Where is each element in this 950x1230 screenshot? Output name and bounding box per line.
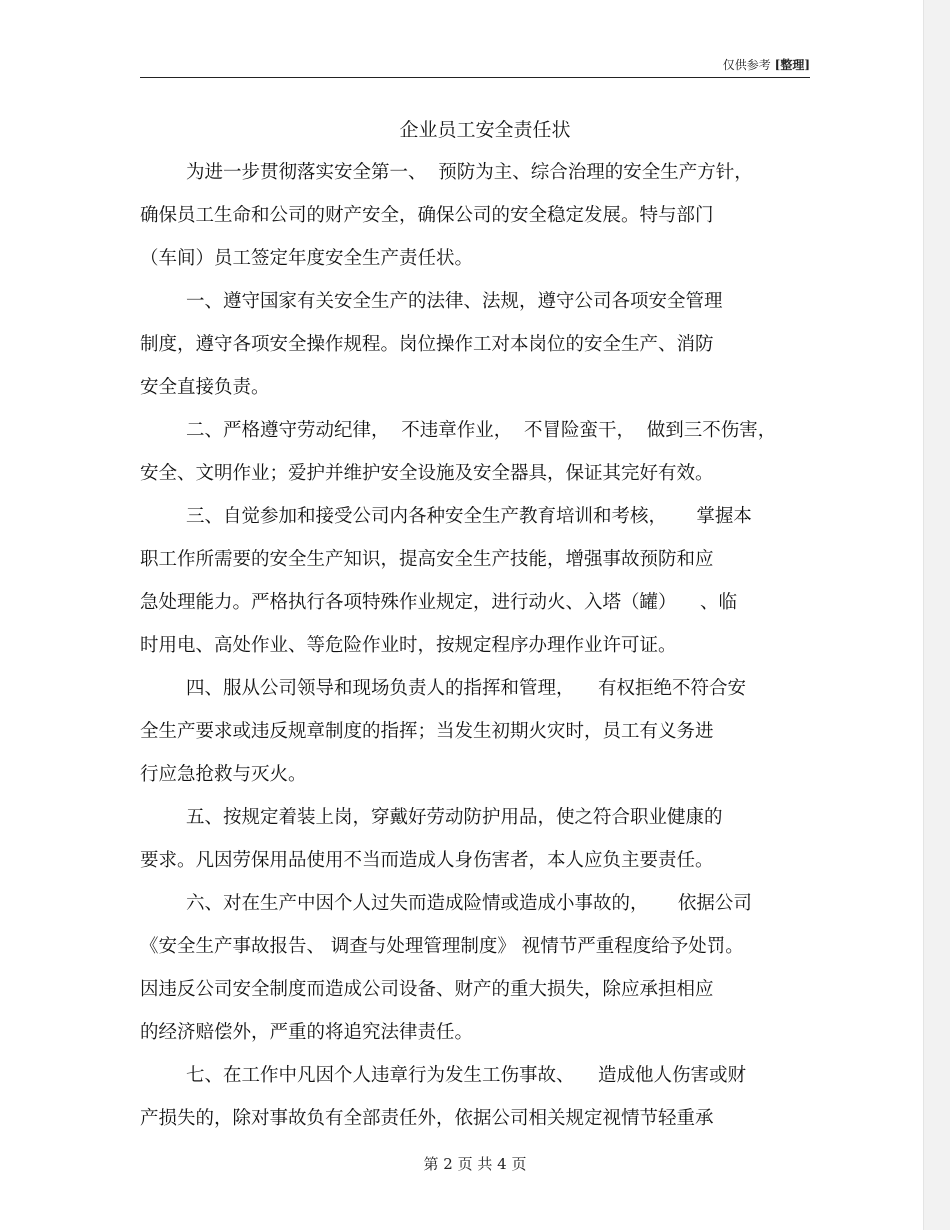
text-line: 《安全生产事故报告、 调查与处理管理制度》 视情节严重程度给予处罚。 [140,936,744,957]
text-line: 因违反公司安全制度而造成公司设备、财产的重大损失，除应承担相应 [140,979,714,1000]
text-line: 急处理能力。严格执行各项特殊作业规定，进行动火、入塔（罐） 、临 [140,592,738,613]
text-line: 职工作所需要的安全生产知识，提高安全生产技能，增强事故预防和应 [140,549,714,570]
text-line: 三、自觉参加和接受公司内各种安全生产教育培训和考核， 掌握本 [186,506,752,527]
document-body [140,157,810,1146]
text-line: （车间）员工签定年度安全生产责任状。 [140,248,474,269]
text-line: 一、遵守国家有关安全生产的法律、法规，遵守公司各项安全管理 [186,291,723,312]
header-rule [140,77,810,78]
text-line: 七、在工作中凡因个人违章行为发生工伤事故、 造成他人伤害或财 [186,1065,747,1086]
header-tag: [整理] [774,58,810,72]
text-line: 确保员工生命和公司的财产安全，确保公司的安全稳定发展。特与部门 [140,205,714,226]
text-line: 行应急抢救与灭火。 [140,764,307,785]
text-line: 安全、文明作业；爱护并维护安全设施及安全器具，保证其完好有效。 [140,463,714,484]
text-line: 二、严格遵守劳动纪律， 不违章作业， 不冒险蛮干， 做到三不伤害， [186,420,777,441]
text-line: 时用电、高处作业、等危险作业时，按规定程序办理作业许可证。 [140,635,677,656]
page-edge [923,0,950,1230]
text-line: 六、对在生产中因个人过失而造成险情或造成小事故的， 依据公司 [186,893,752,914]
text-line: 五、按规定着装上岗，穿戴好劳动防护用品，使之符合职业健康的 [186,807,723,828]
text-line: 为进一步贯彻落实安全第一、 预防为主、综合治理的安全生产方针， [186,162,753,183]
text-line: 全生产要求或违反规章制度的指挥；当发生初期火灾时，员工有义务进 [140,721,714,742]
page-header [140,56,810,74]
document-title: 企业员工安全责任状 [399,119,571,141]
text-line: 要求。凡因劳保用品使用不当而造成人身伤害者，本人应负主要责任。 [140,850,714,871]
text-line: 四、服从公司领导和现场负责人的指挥和管理， 有权拒绝不符合安 [186,678,747,699]
text-line: 安全直接负责。 [140,377,270,398]
page-footer: 第 2 页 共 4 页 [423,1155,527,1173]
text-line: 的经济赔偿外，严重的将追究法律责任。 [140,1022,474,1043]
text-line: 产损失的，除对事故负有全部责任外，依据公司相关规定视情节轻重承 [140,1108,714,1129]
header-note: 仅供参考 [722,58,771,72]
text-line: 制度，遵守各项安全操作规程。岗位操作工对本岗位的安全生产、消防 [140,334,714,355]
